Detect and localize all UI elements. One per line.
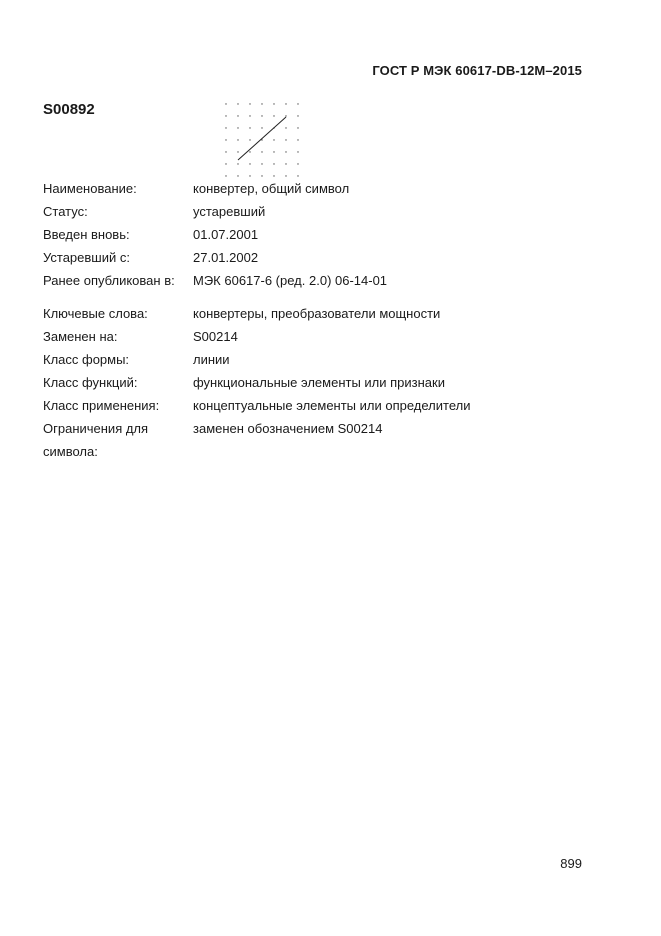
property-row [43, 223, 603, 246]
grid-dot [261, 115, 262, 116]
grid-dot [225, 103, 226, 104]
property-row [43, 200, 603, 223]
grid-dot [297, 103, 298, 104]
grid-dot [297, 151, 298, 152]
property-label: Наименование: [43, 181, 137, 196]
property-row [43, 394, 603, 417]
property-value: устаревший [193, 204, 266, 219]
grid-dot [249, 139, 250, 140]
property-label: Статус: [43, 204, 88, 219]
grid-dot [249, 151, 250, 152]
grid-dot [261, 163, 262, 164]
grid-dot [285, 163, 286, 164]
property-value: заменен обозначением S00214 [193, 421, 383, 436]
property-value: S00214 [193, 329, 238, 344]
property-label: Ограничения для [43, 421, 149, 436]
symbol-diagonal-line [238, 117, 286, 160]
property-value: конвертеры, преобразователи мощности [193, 306, 441, 321]
property-label: Ключевые слова: [43, 306, 148, 321]
property-row [43, 246, 603, 269]
property-value [193, 440, 603, 463]
property-row [43, 440, 603, 463]
grid-dot [273, 115, 274, 116]
grid-dot [237, 139, 238, 140]
properties-group-2 [43, 302, 603, 463]
grid-dot [237, 151, 238, 152]
property-row [43, 348, 603, 371]
property-label: Ранее опубликован в: [43, 273, 175, 288]
grid-dot [261, 151, 262, 152]
grid-dot [261, 127, 262, 128]
property-label: Заменен на: [43, 329, 118, 344]
property-row [43, 302, 603, 325]
grid-dot [225, 127, 226, 128]
property-value: 27.01.2002 [193, 250, 259, 265]
grid-dot [297, 127, 298, 128]
property-row [43, 269, 603, 292]
grid-dot [273, 139, 274, 140]
property-label: Введен вновь: [43, 227, 130, 242]
grid-dot [297, 139, 298, 140]
grid-dot [249, 163, 250, 164]
property-value: концептуальные элементы или определители [193, 398, 471, 413]
grid-dot [285, 151, 286, 152]
property-row [43, 371, 603, 394]
grid-dot [237, 127, 238, 128]
property-label: Класс функций: [43, 375, 138, 390]
grid-dot [237, 163, 238, 164]
grid-dot [261, 103, 262, 104]
page-number: 899 [560, 856, 582, 871]
grid-dot [249, 115, 250, 116]
grid-dot [225, 163, 226, 164]
grid-dot [237, 115, 238, 116]
grid-dot [225, 115, 226, 116]
grid-dot [273, 163, 274, 164]
property-label: Класс применения: [43, 398, 160, 413]
grid-dot [273, 103, 274, 104]
property-value: конвертер, общий символ [193, 181, 350, 196]
property-value: 01.07.2001 [193, 227, 259, 242]
page-header: ГОСТ Р МЭК 60617-DB-12M–2015 [372, 63, 582, 78]
grid-dot [285, 139, 286, 140]
grid-dot [273, 151, 274, 152]
property-value: линии [193, 352, 230, 367]
dot-grid [225, 103, 298, 176]
property-value: МЭК 60617-6 (ред. 2.0) 06-14-01 [193, 273, 388, 288]
property-row [43, 325, 603, 348]
grid-dot [285, 127, 286, 128]
grid-dot [285, 115, 286, 116]
grid-dot [249, 103, 250, 104]
property-label: Устаревший с: [43, 250, 130, 265]
grid-dot [237, 103, 238, 104]
grid-dot [285, 103, 286, 104]
grid-dot [225, 139, 226, 140]
grid-dot [297, 163, 298, 164]
properties-group-1 [43, 177, 603, 292]
property-label: символа: [43, 444, 98, 459]
grid-dot [225, 151, 226, 152]
grid-dot [297, 115, 298, 116]
symbol-code: S00892 [43, 101, 95, 118]
property-row [43, 417, 603, 440]
grid-dot [249, 127, 250, 128]
property-value: функциональные элементы или признаки [193, 375, 445, 390]
property-label: Класс формы: [43, 352, 130, 367]
converter-symbol-icon [218, 96, 308, 178]
property-row [43, 177, 603, 200]
